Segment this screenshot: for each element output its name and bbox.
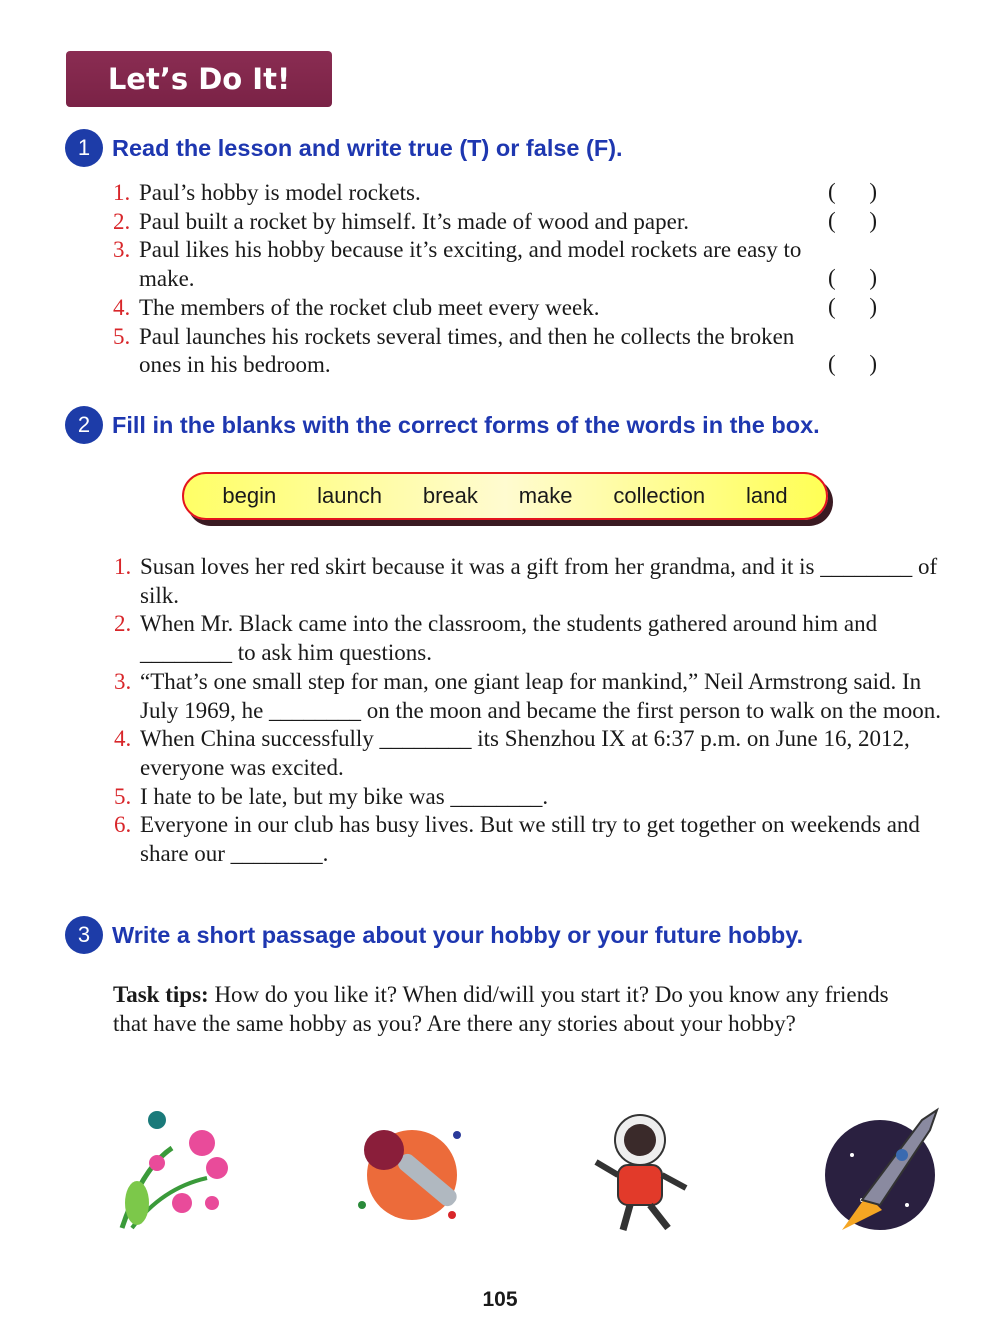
item-number: 2. xyxy=(113,208,131,234)
list-item xyxy=(113,208,813,237)
answer-parentheses[interactable]: ( ) xyxy=(828,351,878,376)
section-title: Write a short passage about your hobby or your future hobby. xyxy=(112,921,804,948)
item-text: When China successfully ________ its Shenzhou IX at 6:37 p.m. on June 16, 2012, everyone was excited. xyxy=(140,726,910,780)
item-text: The members of the rocket club meet every week. xyxy=(139,294,600,320)
word: land xyxy=(745,483,788,508)
true-false-list xyxy=(113,179,813,380)
list-item xyxy=(114,553,944,610)
item-number: 5. xyxy=(113,323,131,349)
answer-parentheses[interactable]: ( ) xyxy=(828,179,878,204)
section-1-heading xyxy=(65,129,623,167)
section-2-heading xyxy=(65,406,820,444)
fill-blank-list xyxy=(114,553,944,869)
item-number: 4. xyxy=(114,726,132,752)
list-item xyxy=(113,323,813,380)
tips-label: Task tips: xyxy=(113,982,209,1007)
word: begin xyxy=(222,483,277,508)
item-text: Paul built a rocket by himself. It’s made of wood and paper. xyxy=(139,208,689,234)
section-title: Fill in the blanks with the correct forms of the words in the box. xyxy=(112,411,820,438)
answer-parentheses[interactable]: ( ) xyxy=(828,294,878,319)
list-item xyxy=(114,668,944,725)
item-number: 2. xyxy=(114,611,132,637)
item-text: Paul’s hobby is model rockets. xyxy=(139,180,421,205)
lets-do-it-banner: Let’s Do It! xyxy=(66,51,332,107)
answer-parentheses[interactable]: ( ) xyxy=(828,208,878,233)
item-text: Paul likes his hobby because it’s exciting, and model rockets are easy to make. xyxy=(139,237,802,292)
section-number: 3 xyxy=(65,916,103,954)
section-3-heading xyxy=(65,916,803,954)
list-item xyxy=(114,725,944,782)
word: break xyxy=(422,483,478,508)
tips-text: How do you like it? When did/will you start it? Do you know any friends that have the same hobby as you? Are there any stories about your hobby? xyxy=(113,982,889,1036)
answer-parentheses[interactable]: ( ) xyxy=(828,265,878,290)
item-text: Everyone in our club has busy lives. But we still try to get together on weekends and share our ________. xyxy=(140,812,920,867)
item-number: 3. xyxy=(113,237,131,263)
item-text: I hate to be late, but my bike was ________. xyxy=(140,783,549,809)
list-item xyxy=(113,294,813,323)
flower-illustration xyxy=(112,1108,237,1233)
item-text: “That’s one small step for man, one giant leap for mankind,” Neil Armstrong said. In July 1969, he ________ on the moon and became the first person to walk on the moon. xyxy=(140,668,942,723)
item-number: 1. xyxy=(114,554,132,579)
word-box xyxy=(182,472,828,520)
list-item xyxy=(114,610,944,667)
list-item xyxy=(113,179,813,208)
microphone-illustration xyxy=(352,1115,470,1230)
item-text: Susan loves her red skirt because it was a gift from her grandma, and it is ________ of silk. xyxy=(140,554,938,608)
item-number: 5. xyxy=(114,783,132,809)
item-number: 6. xyxy=(114,812,132,838)
section-number: 2 xyxy=(65,406,103,444)
item-number: 1. xyxy=(113,180,131,205)
word: collection xyxy=(613,483,706,508)
item-number: 4. xyxy=(113,294,131,320)
item-number: 3. xyxy=(114,668,132,694)
item-text: When Mr. Black came into the classroom, the students gathered around him and ________ to ask him questions. xyxy=(140,611,878,666)
list-item xyxy=(113,236,813,293)
word: make xyxy=(518,483,573,508)
rocket-illustration xyxy=(822,1105,942,1233)
task-tips xyxy=(113,981,913,1038)
section-title: Read the lesson and write true (T) or false (F). xyxy=(112,134,623,161)
list-item xyxy=(114,783,944,812)
word: launch xyxy=(317,483,382,508)
list-item xyxy=(114,811,944,868)
item-text: Paul launches his rockets several times, and then he collects the broken ones in his bedroom. xyxy=(139,323,795,378)
page-number: 105 xyxy=(482,1288,518,1311)
section-number: 1 xyxy=(65,129,103,167)
astronaut-illustration xyxy=(588,1110,693,1235)
